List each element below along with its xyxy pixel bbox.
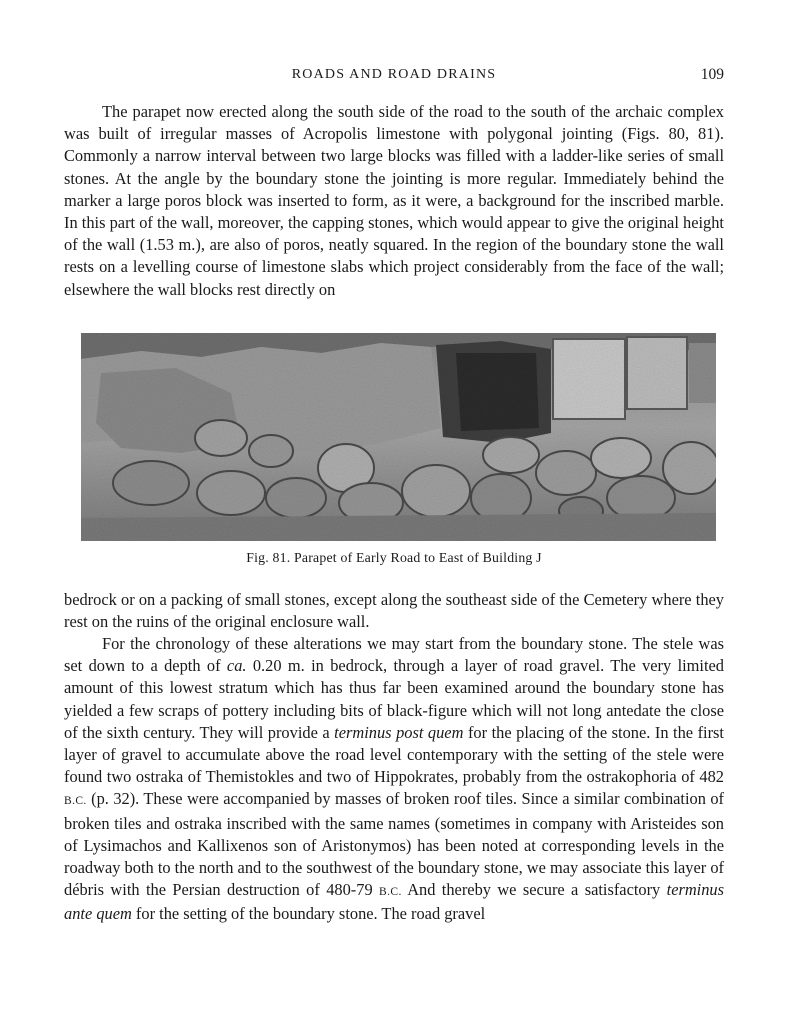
paragraph-3: [64, 633, 724, 926]
italic-terminus-ante-quem: terminus ante quem: [64, 880, 725, 924]
paragraph-1-text: The parapet now erected along the south side of the road to the south of the archaic complex was built of irregular masses of Acropolis limestone with polygonal jointing (Figs. 80, 81). Commonly a narrow interval between two large blocks was filled with a ladder-like series of small stones. At the angle by the boundary stone the jointing is more regular. Immediately behind the marker a large poros block was inserted to form, as it were, a background for the inscribed marble. In this part of the wall, moreover, the capping stones, which would appear to give the original height of the wall (1.53 m.), are also of poros, neatly squared. In the region of the boundary stone the wall rests on a levelling course of limestone slabs which project considerably from the face of the wall; elsewhere the wall blocks rest directly on: [64, 102, 724, 299]
page-number: 109: [700, 66, 724, 83]
figure-photo-parapet: [81, 333, 716, 541]
paragraph-3-text-1: For the chronology of these alterations we may start from the boundary stone. The stele was set down to a depth of: [64, 634, 724, 676]
page-header: [64, 64, 724, 88]
paragraph-1: [64, 101, 724, 301]
small-caps-bc-2: B.C.: [379, 886, 402, 899]
paragraph-3-text-5: And thereby we secure a satisfactory: [401, 880, 667, 900]
paragraph-3-text-2: 0.20 m. in bedrock, through a layer of road gravel. The very limited amount of this lowest stratum which has thus far been examined around the boundary stone has yielded a few scraps of pottery including bits of black-figure which will not long antedate the close of the sixth century. They will provide a: [64, 656, 725, 742]
italic-terminus-post-quem: terminus post quem: [334, 722, 464, 742]
paragraph-3-text-6: for the setting of the boundary stone. The road gravel: [131, 904, 486, 924]
photo-parapet-wall: [81, 333, 716, 541]
running-head: ROADS AND ROAD DRAINS: [291, 67, 497, 82]
figure-caption: Fig. 81. Parapet of Early Road to East of Building J: [246, 550, 542, 565]
paragraph-2-text: bedrock or on a packing of small stones, except along the southeast side of the Cemetery where they rest on the ruins of the original enclosure wall.: [64, 590, 724, 632]
paragraph-2: [64, 589, 724, 633]
paragraph-3-text-3: for the placing of the stone. In the first layer of gravel to accumulate above the road level contemporary with the setting of the stele were found two ostraka of Themistokles and two of Hippokrates, probably from the ostrakophoria of 482: [64, 722, 724, 787]
small-caps-bc-1: B.C.: [64, 795, 87, 808]
paragraph-3-text-4: (p. 32). These were accompanied by masses of broken roof tiles. Since a similar combination of broken tiles and ostraka inscribed with the same names (sometimes in company with Aristeides son of Lysimachos and Kallixenos son of Aristonymos) has been noted at corresponding levels in the roadway both to the north and to the southwest of the boundary stone, we may associate this layer of débris with the Persian destruction of 480-79: [64, 789, 724, 900]
italic-ca: ca.: [226, 656, 247, 676]
